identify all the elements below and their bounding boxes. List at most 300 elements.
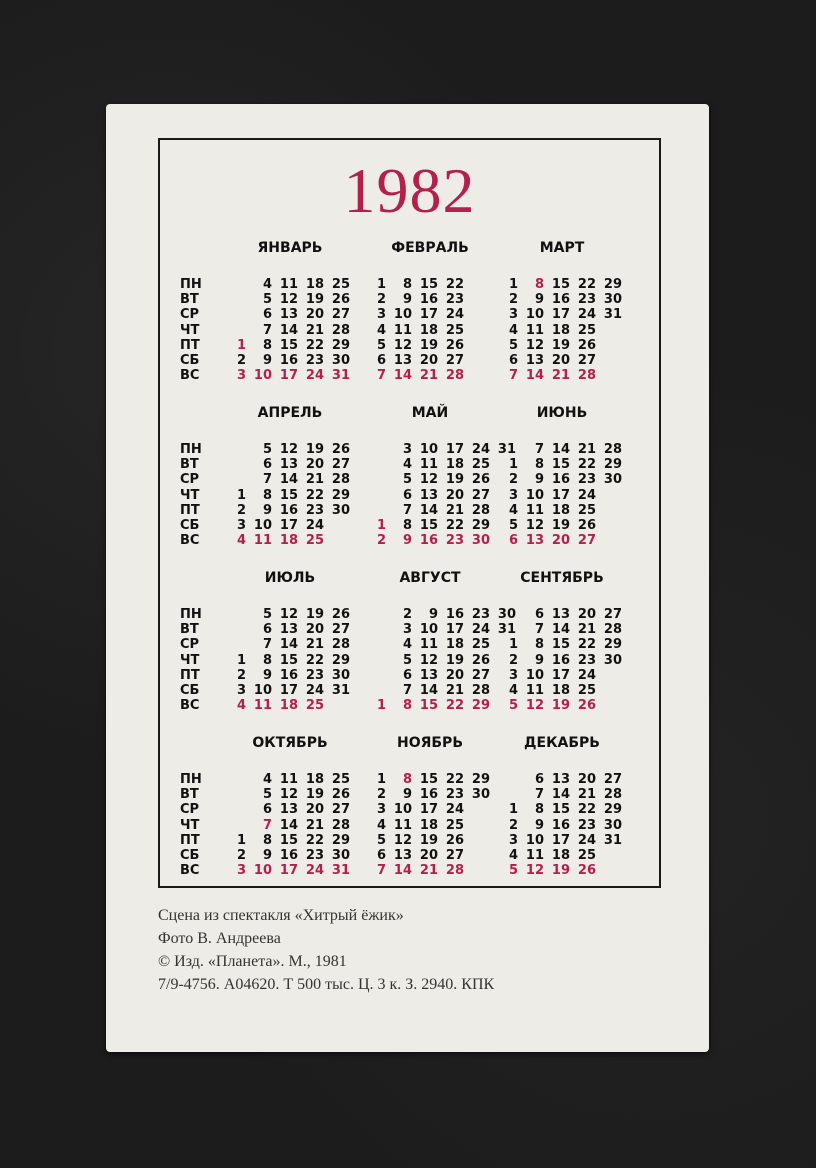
day-number: 31 xyxy=(331,368,350,384)
day-number: 4 xyxy=(376,322,386,338)
day-number: 26 xyxy=(471,472,490,488)
day-number: 16 xyxy=(551,817,570,833)
day-number: 11 xyxy=(279,277,298,292)
quarter-block xyxy=(160,240,659,400)
day-number: 14 xyxy=(419,502,438,518)
weekday-labels xyxy=(180,277,220,383)
day-number: 11 xyxy=(525,502,544,518)
day-number: 24 xyxy=(577,307,596,323)
day-number: 23 xyxy=(305,667,324,683)
day-number: 10 xyxy=(419,442,438,457)
month-name: МАРТ xyxy=(539,240,585,256)
day-number: 9 xyxy=(262,667,272,683)
day-number: 21 xyxy=(419,368,438,384)
day-number: 26 xyxy=(331,292,350,308)
day-number: 20 xyxy=(551,353,570,368)
month-name: АПРЕЛЬ xyxy=(257,405,323,421)
day-number: 6 xyxy=(262,307,272,323)
day-number: 27 xyxy=(331,802,350,818)
day-number: 23 xyxy=(577,817,596,833)
day-number: 26 xyxy=(577,337,596,353)
day-number: 28 xyxy=(471,502,490,518)
weekday-label: ПТ xyxy=(180,337,200,353)
day-number: 6 xyxy=(376,848,386,863)
day-number: 18 xyxy=(551,502,570,518)
weekday-label: ВТ xyxy=(180,787,199,803)
day-number: 19 xyxy=(305,292,324,308)
day-number: 30 xyxy=(331,353,350,368)
day-number: 21 xyxy=(419,863,438,879)
day-number: 21 xyxy=(305,322,324,338)
day-number: 20 xyxy=(305,802,324,818)
day-number: 7 xyxy=(376,368,386,384)
day-number: 23 xyxy=(445,533,464,549)
day-number: 17 xyxy=(279,683,298,698)
day-number: 18 xyxy=(551,683,570,698)
day-number: 25 xyxy=(577,683,596,698)
day-number: 11 xyxy=(419,457,438,473)
day-number: 14 xyxy=(419,683,438,698)
day-number: 24 xyxy=(305,863,324,879)
day-number: 3 xyxy=(402,622,412,638)
day-number: 16 xyxy=(279,848,298,863)
day-number: 15 xyxy=(419,518,438,533)
day-number: 27 xyxy=(577,353,596,368)
day-number: 16 xyxy=(279,502,298,518)
quarter-block xyxy=(160,405,659,565)
weekday-label: ПТ xyxy=(180,832,200,848)
day-number: 17 xyxy=(419,802,438,818)
day-number: 14 xyxy=(393,368,412,384)
day-number: 27 xyxy=(603,772,622,787)
day-number: 3 xyxy=(236,368,246,384)
day-number: 13 xyxy=(279,622,298,638)
imprint-caption: Сцена из спектакля «Хитрый ёжик» xyxy=(158,907,404,924)
day-number: 8 xyxy=(262,652,272,668)
day-number: 18 xyxy=(305,277,324,292)
weekday-label: ПН xyxy=(180,442,202,457)
day-number: 9 xyxy=(402,787,412,803)
day-number: 17 xyxy=(279,368,298,384)
day-number: 24 xyxy=(577,487,596,503)
day-number: 7 xyxy=(534,622,544,638)
day-number: 2 xyxy=(508,292,518,308)
day-number: 28 xyxy=(577,368,596,384)
day-number: 26 xyxy=(577,518,596,533)
day-number: 30 xyxy=(603,472,622,488)
day-number: 5 xyxy=(376,337,386,353)
day-number: 18 xyxy=(279,698,298,714)
day-number: 23 xyxy=(471,607,490,622)
day-number: 23 xyxy=(445,292,464,308)
day-number: 12 xyxy=(279,607,298,622)
day-number: 7 xyxy=(534,442,544,457)
day-number: 15 xyxy=(279,337,298,353)
day-number: 23 xyxy=(305,848,324,863)
day-number: 3 xyxy=(508,307,518,323)
weekday-labels xyxy=(180,607,220,713)
day-number: 4 xyxy=(236,698,246,714)
day-number: 9 xyxy=(534,472,544,488)
day-number: 10 xyxy=(525,667,544,683)
weekday-labels xyxy=(180,772,220,878)
day-number: 26 xyxy=(331,787,350,803)
day-number: 12 xyxy=(279,787,298,803)
day-number: 18 xyxy=(445,457,464,473)
weekday-label: СБ xyxy=(180,352,200,368)
day-number: 20 xyxy=(577,607,596,622)
day-number: 30 xyxy=(603,652,622,668)
day-number: 20 xyxy=(551,533,570,549)
day-number: 20 xyxy=(419,353,438,368)
day-number: 22 xyxy=(305,832,324,848)
day-number: 25 xyxy=(445,817,464,833)
day-number: 8 xyxy=(534,457,544,473)
day-number: 26 xyxy=(577,698,596,714)
day-number: 24 xyxy=(445,307,464,323)
day-number: 31 xyxy=(497,442,516,457)
day-number: 20 xyxy=(445,487,464,503)
day-number: 17 xyxy=(551,667,570,683)
day-number: 1 xyxy=(236,337,246,353)
imprint-print-info: 7/9-4756. А04620. Т 500 тыс. Ц. 3 к. З. 2940. КПК xyxy=(158,976,495,993)
day-number: 19 xyxy=(419,832,438,848)
day-number: 16 xyxy=(551,652,570,668)
day-number: 28 xyxy=(331,637,350,653)
day-number: 27 xyxy=(445,848,464,863)
day-number: 24 xyxy=(445,802,464,818)
day-number: 20 xyxy=(305,307,324,323)
day-number: 5 xyxy=(402,652,412,668)
day-number: 21 xyxy=(445,683,464,698)
day-number: 29 xyxy=(603,637,622,653)
day-number: 30 xyxy=(331,502,350,518)
day-number: 8 xyxy=(402,698,412,714)
day-number: 1 xyxy=(236,652,246,668)
day-number: 7 xyxy=(376,863,386,879)
weekday-label: ВТ xyxy=(180,457,199,473)
weekday-label: ПТ xyxy=(180,667,200,683)
day-number: 16 xyxy=(445,607,464,622)
day-number: 23 xyxy=(445,787,464,803)
day-number: 12 xyxy=(419,472,438,488)
day-number: 7 xyxy=(262,322,272,338)
day-number: 15 xyxy=(279,832,298,848)
day-number: 2 xyxy=(402,607,412,622)
day-number: 8 xyxy=(534,802,544,818)
imprint xyxy=(158,904,678,996)
day-number: 11 xyxy=(393,322,412,338)
day-number: 16 xyxy=(419,787,438,803)
day-number: 19 xyxy=(445,472,464,488)
day-number: 14 xyxy=(525,368,544,384)
weekday-label: СР xyxy=(180,307,200,323)
day-number: 11 xyxy=(525,322,544,338)
day-number: 19 xyxy=(445,652,464,668)
day-number: 21 xyxy=(577,787,596,803)
day-number: 14 xyxy=(551,442,570,457)
day-number: 4 xyxy=(236,533,246,549)
day-number: 5 xyxy=(262,292,272,308)
day-number: 19 xyxy=(551,337,570,353)
day-number: 8 xyxy=(262,337,272,353)
month-name: ЯНВАРЬ xyxy=(257,240,323,256)
day-number: 11 xyxy=(393,817,412,833)
day-number: 3 xyxy=(376,802,386,818)
day-number: 31 xyxy=(331,683,350,698)
day-number: 19 xyxy=(551,863,570,879)
day-number: 13 xyxy=(393,353,412,368)
day-number: 28 xyxy=(445,368,464,384)
day-number: 25 xyxy=(305,533,324,549)
weekday-label: ВТ xyxy=(180,622,199,638)
weekday-label: ВС xyxy=(180,698,200,714)
day-number: 5 xyxy=(262,442,272,457)
day-number: 3 xyxy=(236,518,246,533)
day-number: 23 xyxy=(305,353,324,368)
day-number: 7 xyxy=(402,683,412,698)
day-number: 8 xyxy=(262,487,272,503)
day-number: 11 xyxy=(419,637,438,653)
day-number: 23 xyxy=(577,472,596,488)
day-number: 1 xyxy=(236,487,246,503)
day-number: 3 xyxy=(402,442,412,457)
day-number: 22 xyxy=(305,487,324,503)
day-number: 10 xyxy=(419,622,438,638)
day-number: 25 xyxy=(445,322,464,338)
day-number: 24 xyxy=(577,832,596,848)
day-number: 12 xyxy=(279,442,298,457)
day-number: 6 xyxy=(402,667,412,683)
day-number: 8 xyxy=(402,772,412,787)
quarter-block xyxy=(160,735,659,895)
quarter-block xyxy=(160,570,659,730)
day-number: 18 xyxy=(419,322,438,338)
day-number: 2 xyxy=(376,533,386,549)
day-number: 27 xyxy=(331,307,350,323)
day-number: 2 xyxy=(236,848,246,863)
day-number: 5 xyxy=(508,337,518,353)
day-number: 5 xyxy=(508,863,518,879)
day-number: 5 xyxy=(376,832,386,848)
day-number: 30 xyxy=(331,667,350,683)
month-name: АВГУСТ xyxy=(399,570,461,586)
day-number: 18 xyxy=(551,848,570,863)
day-number: 25 xyxy=(471,457,490,473)
weekday-label: ЧТ xyxy=(180,322,200,338)
day-number: 8 xyxy=(262,832,272,848)
day-number: 9 xyxy=(534,652,544,668)
day-number: 18 xyxy=(419,817,438,833)
day-number: 28 xyxy=(445,863,464,879)
day-number: 19 xyxy=(551,518,570,533)
day-number: 17 xyxy=(445,622,464,638)
day-number: 21 xyxy=(551,368,570,384)
day-number: 20 xyxy=(445,667,464,683)
day-number: 24 xyxy=(305,683,324,698)
day-number: 19 xyxy=(305,787,324,803)
day-number: 26 xyxy=(445,337,464,353)
day-number: 23 xyxy=(577,292,596,308)
day-number: 4 xyxy=(508,322,518,338)
day-number: 15 xyxy=(551,802,570,818)
day-number: 15 xyxy=(551,457,570,473)
day-number: 22 xyxy=(577,457,596,473)
day-number: 15 xyxy=(279,652,298,668)
day-number: 7 xyxy=(262,817,272,833)
day-number: 16 xyxy=(551,472,570,488)
day-number: 9 xyxy=(262,353,272,368)
day-number: 17 xyxy=(279,863,298,879)
day-number: 18 xyxy=(279,533,298,549)
day-number: 2 xyxy=(508,817,518,833)
day-number: 10 xyxy=(525,832,544,848)
day-number: 10 xyxy=(525,487,544,503)
day-number: 30 xyxy=(603,817,622,833)
day-number: 20 xyxy=(305,622,324,638)
day-number: 5 xyxy=(508,698,518,714)
day-number: 17 xyxy=(419,307,438,323)
imprint-publisher: © Изд. «Планета». М., 1981 xyxy=(158,953,347,970)
day-number: 13 xyxy=(279,307,298,323)
day-number: 2 xyxy=(236,353,246,368)
day-number: 14 xyxy=(279,637,298,653)
day-number: 15 xyxy=(419,772,438,787)
day-number: 28 xyxy=(471,683,490,698)
day-number: 12 xyxy=(279,292,298,308)
day-number: 14 xyxy=(393,863,412,879)
day-number: 21 xyxy=(305,817,324,833)
day-number: 4 xyxy=(508,848,518,863)
day-number: 25 xyxy=(577,502,596,518)
day-number: 1 xyxy=(508,637,518,653)
day-number: 11 xyxy=(525,848,544,863)
day-number: 1 xyxy=(508,802,518,818)
day-number: 1 xyxy=(376,277,386,292)
day-number: 16 xyxy=(419,292,438,308)
day-number: 28 xyxy=(603,787,622,803)
day-number: 25 xyxy=(331,772,350,787)
day-number: 28 xyxy=(603,442,622,457)
day-number: 14 xyxy=(279,472,298,488)
day-number: 15 xyxy=(551,277,570,292)
day-number: 29 xyxy=(603,802,622,818)
day-number: 21 xyxy=(305,472,324,488)
day-number: 17 xyxy=(279,518,298,533)
day-number: 30 xyxy=(331,848,350,863)
day-number: 28 xyxy=(603,622,622,638)
year-title: 1982 xyxy=(343,155,476,226)
day-number: 19 xyxy=(305,607,324,622)
day-number: 29 xyxy=(471,518,490,533)
day-number: 7 xyxy=(534,787,544,803)
day-number: 6 xyxy=(262,457,272,473)
day-number: 21 xyxy=(305,637,324,653)
day-number: 13 xyxy=(525,353,544,368)
day-number: 3 xyxy=(236,683,246,698)
day-number: 6 xyxy=(376,353,386,368)
day-number: 9 xyxy=(402,292,412,308)
day-number: 29 xyxy=(331,487,350,503)
weekday-label: СР xyxy=(180,472,200,488)
day-number: 24 xyxy=(471,622,490,638)
day-number: 4 xyxy=(508,683,518,698)
day-number: 4 xyxy=(508,502,518,518)
day-number: 6 xyxy=(402,487,412,503)
day-number: 8 xyxy=(534,277,544,292)
day-number: 13 xyxy=(419,487,438,503)
day-number: 17 xyxy=(551,832,570,848)
day-number: 7 xyxy=(508,368,518,384)
month-name: ДЕКАБРЬ xyxy=(524,735,600,751)
day-number: 28 xyxy=(331,472,350,488)
day-number: 11 xyxy=(253,698,272,714)
weekday-label: ВС xyxy=(180,533,200,549)
month-name: ИЮЛЬ xyxy=(264,570,316,586)
month-name: НОЯБРЬ xyxy=(396,735,463,751)
day-number: 2 xyxy=(376,787,386,803)
day-number: 17 xyxy=(551,307,570,323)
day-number: 12 xyxy=(525,518,544,533)
day-number: 15 xyxy=(419,698,438,714)
day-number: 5 xyxy=(508,518,518,533)
day-number: 25 xyxy=(471,637,490,653)
month-name: СЕНТЯБРЬ xyxy=(520,570,604,586)
weekday-label: ПН xyxy=(180,277,202,292)
calendar-frame xyxy=(158,138,661,888)
pocket-calendar-card xyxy=(106,104,709,1052)
day-number: 18 xyxy=(445,637,464,653)
day-number: 22 xyxy=(445,518,464,533)
day-number: 14 xyxy=(551,622,570,638)
day-number: 10 xyxy=(253,368,272,384)
weekday-label: СР xyxy=(180,802,200,818)
day-number: 1 xyxy=(508,277,518,292)
day-number: 1 xyxy=(508,457,518,473)
day-number: 25 xyxy=(331,277,350,292)
day-number: 20 xyxy=(577,772,596,787)
day-number: 15 xyxy=(419,277,438,292)
day-number: 29 xyxy=(331,337,350,353)
day-number: 1 xyxy=(376,772,386,787)
day-number: 6 xyxy=(508,533,518,549)
day-number: 25 xyxy=(305,698,324,714)
day-number: 7 xyxy=(262,637,272,653)
day-number: 1 xyxy=(376,698,386,714)
day-number: 29 xyxy=(331,832,350,848)
day-number: 28 xyxy=(331,322,350,338)
day-number: 27 xyxy=(471,667,490,683)
day-number: 22 xyxy=(445,772,464,787)
day-number: 25 xyxy=(577,322,596,338)
day-number: 10 xyxy=(525,307,544,323)
day-number: 2 xyxy=(508,652,518,668)
day-number: 15 xyxy=(279,487,298,503)
day-number: 19 xyxy=(551,698,570,714)
day-number: 12 xyxy=(393,832,412,848)
day-number: 21 xyxy=(577,442,596,457)
weekday-label: СБ xyxy=(180,682,200,698)
day-number: 22 xyxy=(445,277,464,292)
day-number: 3 xyxy=(376,307,386,323)
day-number: 27 xyxy=(471,487,490,503)
day-number: 17 xyxy=(551,487,570,503)
day-number: 26 xyxy=(577,863,596,879)
weekday-label: ЧТ xyxy=(180,817,200,833)
day-number: 5 xyxy=(262,607,272,622)
weekday-label: ЧТ xyxy=(180,487,200,503)
day-number: 27 xyxy=(603,607,622,622)
